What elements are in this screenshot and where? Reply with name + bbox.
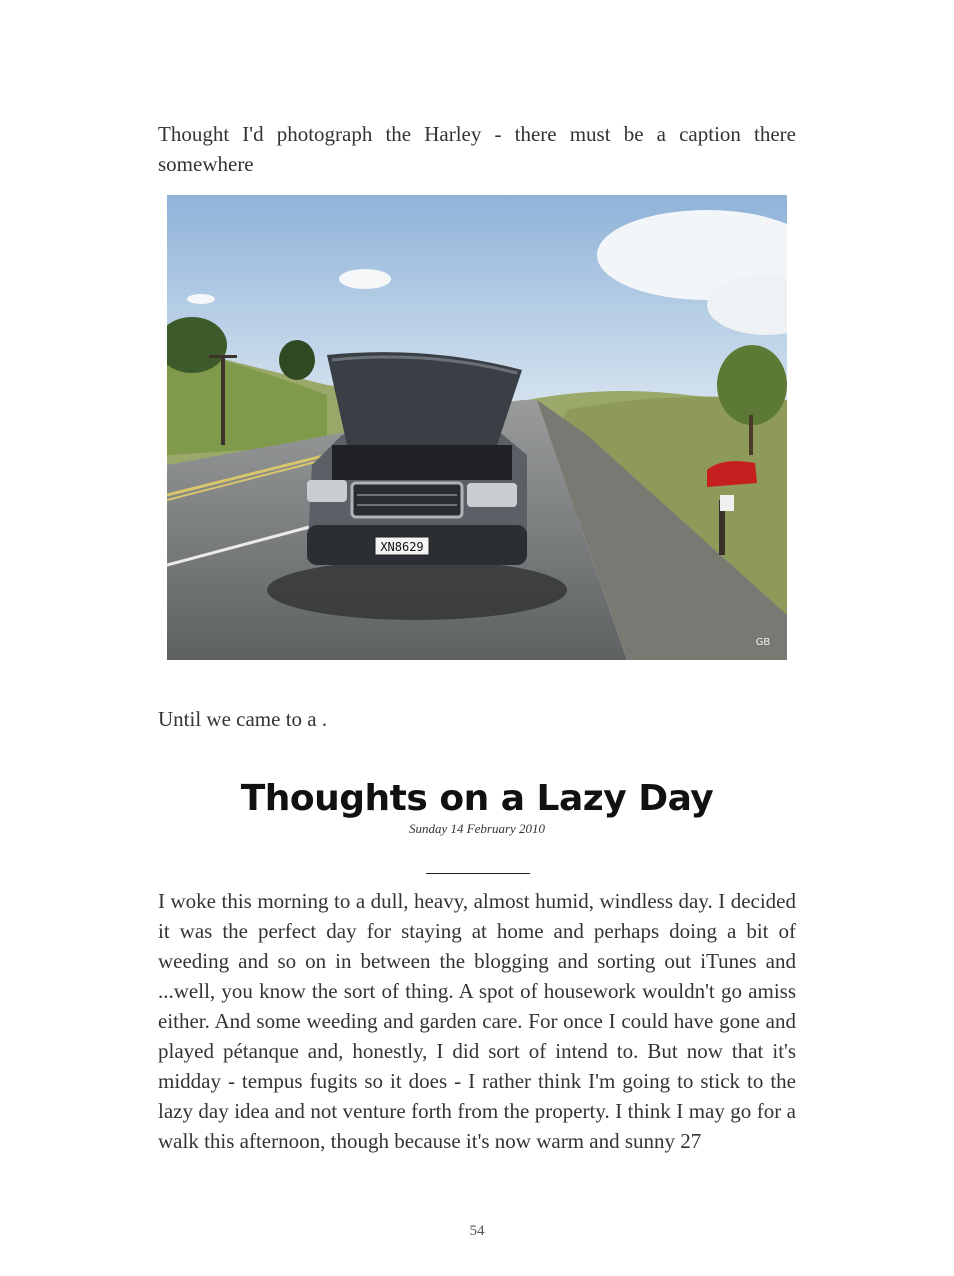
photo-caption: Thought I'd photograph the Harley - there must be a caption there somewhere [158,122,796,176]
page-number: 54 [469,1223,485,1239]
license-plate: XN8629 [380,540,424,554]
post-body: I woke this morning to a dull, heavy, almost humid, windless day. I decided it was the perfect day for staying at home and perhaps doing a bit of weeding and so on in between the blogging and sorting out iTunes and ...well, you know the sort of thing. A spot of housework wouldn't go amiss either. And some weeding and garden care. For once I could have gone and played pétanque and, honestly, I did sort of intend to. But now that it's midday - tempus fugits so it does - I rather think I'm going to stick to the lazy day idea and not venture forth from the property. I think I may go for a walk this afternoon, though because it's now warm and sunny 27 [158,889,796,1153]
until-text: Until we came to a . [158,707,328,731]
separator-rule [426,873,530,874]
photo-watermark: GB [755,637,771,648]
post-title: Thoughts on a Lazy Day [240,778,714,819]
post-date: Sunday 14 February 2010 [408,821,546,836]
photo-suv-roadside [167,195,787,660]
